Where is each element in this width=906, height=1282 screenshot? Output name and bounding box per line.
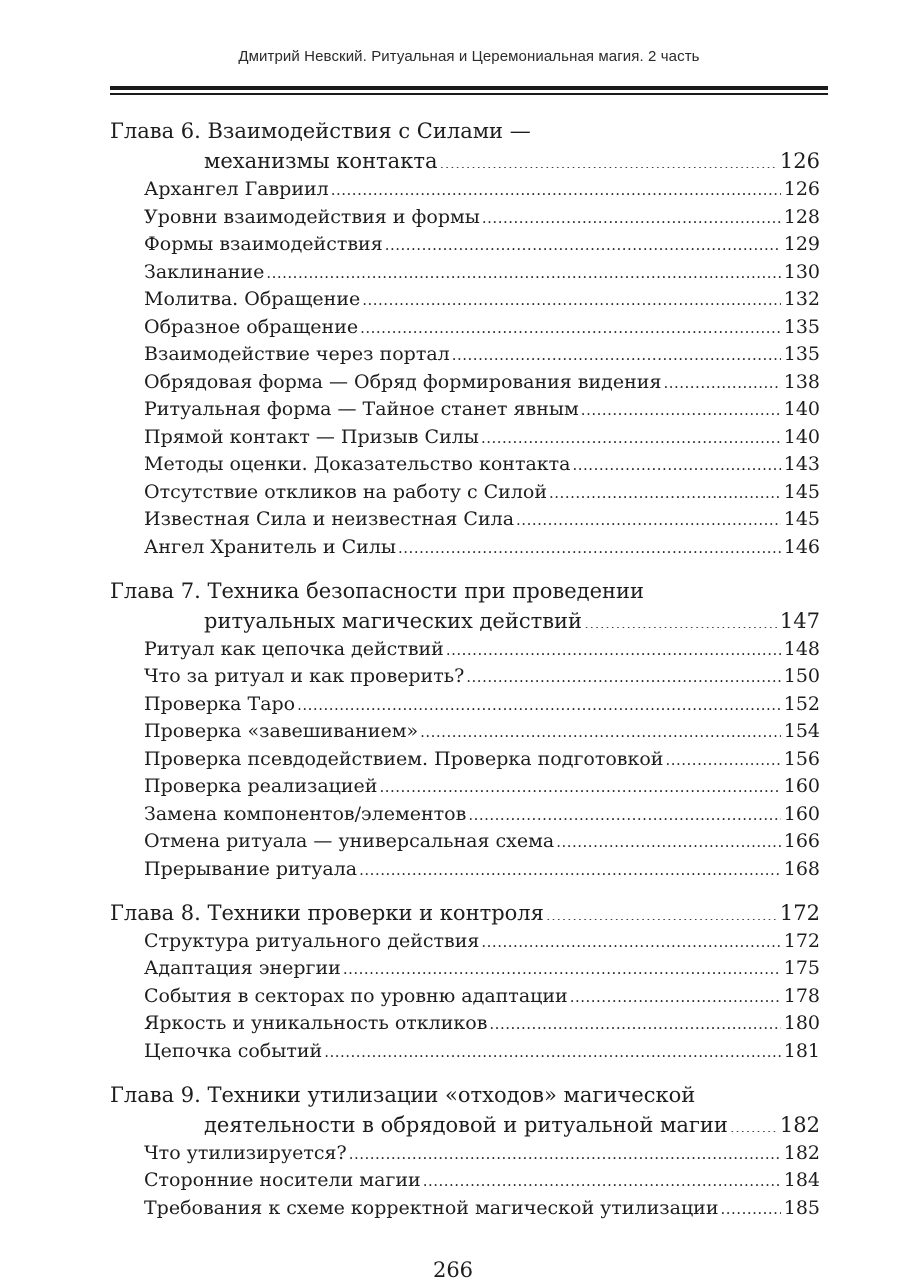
section-page-number: 145 [783, 508, 820, 530]
dot-leader [439, 147, 776, 168]
toc-entry[interactable] [110, 396, 820, 424]
section-title: Требования к схеме корректной магической утилизации [144, 1196, 719, 1219]
section-page-number: 126 [783, 178, 820, 200]
section-page-number: 178 [783, 984, 820, 1007]
section-page-number: 135 [783, 315, 820, 338]
toc-entry[interactable] [110, 955, 820, 983]
section-title: Взаимодействие через портал [144, 343, 450, 365]
section-title: Сторонние носители магии [144, 1169, 421, 1191]
section-page-number: 140 [783, 425, 820, 448]
section-title: Отсутствие откликов на работу с Силой [144, 480, 548, 503]
toc-entry[interactable] [110, 259, 820, 287]
section-page-number: 154 [783, 720, 820, 742]
chapter-title: механизмы контакта [204, 149, 438, 173]
section-title: Архангел Гавриил [144, 178, 329, 200]
section-title: Известная Сила и неизвестная Сила [144, 508, 515, 530]
chapter-block [110, 1080, 820, 1223]
dot-leader [360, 314, 781, 333]
chapter-title: Глава 6. Взаимодействия с Силами — [110, 119, 531, 143]
chapter-page-number: 182 [779, 1112, 820, 1137]
chapter-page-number: 147 [779, 608, 820, 633]
dot-leader [549, 479, 781, 498]
section-title: Образное обращение [144, 315, 359, 338]
dot-leader [573, 451, 781, 470]
toc-entry[interactable] [110, 479, 820, 507]
dot-leader [385, 231, 781, 250]
chapter-entry[interactable] [110, 606, 820, 636]
section-title: Что за ритуал и как проверить? [144, 665, 465, 687]
section-title: Прерывание ритуала [144, 857, 358, 880]
toc-entry[interactable] [110, 746, 820, 774]
chapter-entry[interactable] [110, 1110, 820, 1140]
dot-leader [730, 1111, 777, 1132]
section-title: Адаптация энергии [144, 957, 341, 979]
section-page-number: 152 [783, 692, 820, 715]
toc-entry[interactable] [110, 636, 820, 664]
dot-leader [516, 506, 781, 525]
section-title: Замена компонентов/элементов [144, 802, 467, 825]
chapter-block [110, 116, 820, 561]
toc-entry[interactable] [110, 176, 820, 204]
chapter-title: деятельности в обрядовой и ритуальной магии [204, 1112, 728, 1137]
section-page-number: 145 [783, 480, 820, 503]
toc-entry[interactable] [110, 801, 820, 829]
section-title: Что утилизируется? [144, 1141, 347, 1164]
dot-leader [362, 286, 781, 305]
chapter-title: Глава 9. Техники утилизации «отходов» магической [110, 1082, 696, 1107]
dot-leader [482, 204, 781, 223]
header-rule-thick [110, 86, 828, 90]
toc-entry[interactable] [110, 341, 820, 369]
section-title: Молитва. Обращение [144, 288, 361, 310]
dot-leader [546, 899, 777, 920]
toc-entry[interactable] [110, 1038, 820, 1066]
toc-entry[interactable] [110, 231, 820, 259]
dot-leader [398, 534, 781, 553]
dot-leader [481, 424, 781, 443]
dot-leader [343, 955, 781, 974]
section-title: События в секторах по уровню адаптации [144, 984, 568, 1007]
toc-entry[interactable] [110, 451, 820, 479]
dot-leader [556, 828, 781, 847]
toc-entry[interactable] [110, 506, 820, 534]
section-page-number: 143 [783, 453, 820, 475]
section-title: Отмена ритуала — универсальная схема [144, 830, 555, 852]
section-page-number: 168 [783, 857, 820, 880]
toc-entry[interactable] [110, 1140, 820, 1168]
toc-entry[interactable] [110, 314, 820, 342]
section-title: Проверка Таро [144, 692, 296, 715]
toc-entry[interactable] [110, 1195, 820, 1223]
toc-entry[interactable] [110, 928, 820, 956]
toc-entry[interactable] [110, 286, 820, 314]
section-page-number: 160 [783, 775, 820, 797]
toc-entry[interactable] [110, 983, 820, 1011]
dot-leader [349, 1140, 781, 1159]
toc-entry[interactable] [110, 718, 820, 746]
section-page-number: 172 [783, 929, 820, 952]
toc-entry[interactable] [110, 828, 820, 856]
section-page-number: 175 [783, 957, 820, 979]
section-page-number: 185 [783, 1196, 820, 1219]
section-page-number: 140 [783, 398, 820, 420]
dot-leader [481, 928, 780, 947]
section-page-number: 156 [783, 747, 820, 770]
section-page-number: 128 [783, 205, 820, 228]
section-title: Обрядовая форма — Обряд формирования видения [144, 370, 662, 393]
section-page-number: 135 [783, 343, 820, 365]
section-title: Ангел Хранитель и Силы [144, 535, 397, 558]
section-page-number: 182 [783, 1141, 820, 1164]
chapter-title: ритуальных магических действий [204, 608, 583, 633]
dot-leader [468, 801, 780, 820]
dot-leader [466, 663, 780, 682]
section-page-number: 184 [783, 1169, 820, 1191]
section-title: Формы взаимодействия [144, 233, 383, 255]
section-page-number: 148 [783, 637, 820, 660]
section-title: Структура ритуального действия [144, 929, 480, 952]
chapter-page-number: 172 [779, 900, 820, 925]
page-number: 266 [432, 1258, 474, 1282]
dot-leader [359, 856, 781, 875]
toc-entry[interactable] [110, 204, 820, 232]
dot-leader [489, 1010, 780, 1029]
section-page-number: 150 [783, 665, 820, 687]
section-title: Проверка «завешиванием» [144, 720, 419, 742]
dot-leader [452, 341, 781, 360]
chapter-title: Глава 8. Техники проверки и контроля [110, 900, 544, 925]
toc-entry[interactable] [110, 773, 820, 801]
toc-entry[interactable] [110, 856, 820, 884]
chapter-title: Глава 7. Техника безопасности при проведении [110, 578, 645, 603]
dot-leader [584, 607, 777, 628]
section-title: Цепочка событий [144, 1039, 323, 1062]
section-title: Яркость и уникальность откликов [144, 1012, 488, 1034]
running-head: Дмитрий Невский. Ритуальная и Церемониальная магия. 2 часть [238, 48, 700, 65]
dot-leader [721, 1195, 781, 1214]
toc-entry[interactable] [110, 1167, 820, 1195]
dot-leader [423, 1167, 781, 1186]
toc-entry[interactable] [110, 691, 820, 719]
section-page-number: 138 [783, 370, 820, 393]
section-title: Ритуал как цепочка действий [144, 637, 444, 660]
chapter-entry[interactable] [110, 898, 820, 928]
dot-leader [665, 746, 780, 765]
section-page-number: 129 [783, 233, 820, 255]
dot-leader [379, 773, 780, 792]
dot-leader [266, 259, 780, 278]
section-title: Уровни взаимодействия и формы [144, 205, 480, 228]
section-title: Проверка реализацией [144, 775, 378, 797]
section-title: Проверка псевдодействием. Проверка подготовкой [144, 747, 664, 770]
chapter-block [110, 576, 820, 884]
dot-leader [663, 369, 780, 388]
chapter-entry[interactable] [110, 146, 820, 176]
toc-entry[interactable] [110, 1010, 820, 1038]
dot-leader [331, 176, 781, 195]
chapter-page-number: 126 [779, 149, 820, 173]
toc-entry[interactable] [110, 534, 820, 562]
section-page-number: 146 [783, 535, 820, 558]
toc-entry[interactable] [110, 663, 820, 691]
section-title: Ритуальная форма — Тайное станет явным [144, 398, 579, 420]
section-page-number: 132 [783, 288, 820, 310]
dot-leader [420, 718, 781, 737]
toc-entry[interactable] [110, 424, 820, 452]
section-page-number: 180 [783, 1012, 820, 1034]
toc-entry[interactable] [110, 369, 820, 397]
section-title: Заклинание [144, 260, 265, 283]
chapter-block [110, 898, 820, 1066]
section-page-number: 160 [783, 802, 820, 825]
section-page-number: 181 [783, 1039, 820, 1062]
dot-leader [446, 636, 781, 655]
section-title: Прямой контакт — Призыв Силы [144, 425, 479, 448]
dot-leader [324, 1038, 781, 1057]
section-title: Методы оценки. Доказательство контакта [144, 453, 571, 475]
dot-leader [570, 983, 781, 1002]
dot-leader [581, 396, 781, 415]
section-page-number: 130 [783, 260, 820, 283]
section-page-number: 166 [783, 830, 820, 852]
table-of-contents [110, 116, 820, 1237]
dot-leader [297, 691, 781, 710]
header-rule-thin [110, 93, 828, 95]
